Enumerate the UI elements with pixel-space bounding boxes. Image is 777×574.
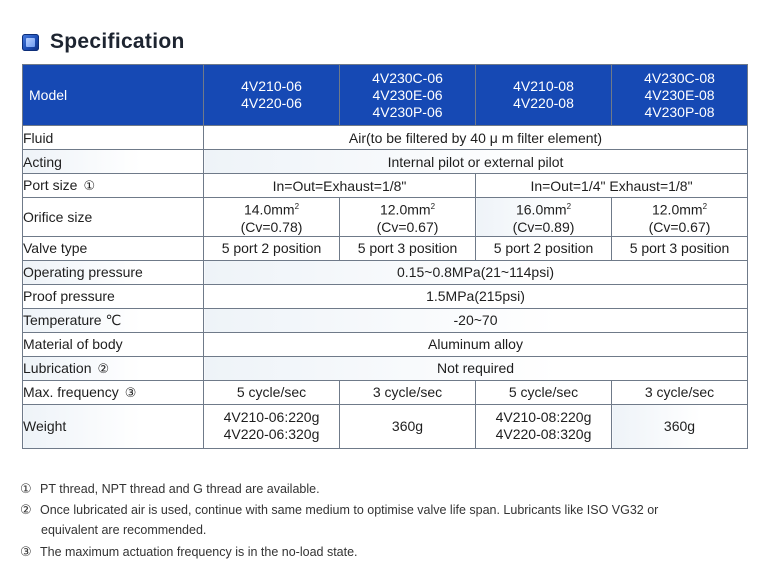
- section-header: [22, 30, 185, 54]
- weight-cell-4: 360g: [612, 404, 748, 448]
- footnote-3: ③ The maximum actuation frequency is in the no-load state.: [20, 544, 358, 559]
- row-value: 0.15~0.8MPa(21~114psi): [204, 260, 748, 284]
- weight-cell-3: 4V210-08:220g 4V220-08:320g: [476, 404, 612, 448]
- row-label: Operating pressure: [23, 260, 204, 284]
- row-value: 5 port 2 position: [476, 236, 612, 260]
- orifice-cell-2: $12.0mm^2$ (Cv=0.67): [340, 198, 476, 237]
- table-row-material: [23, 332, 748, 356]
- table-row-fluid: [23, 126, 748, 150]
- model-col-4: 4V230C-08 4V230E-08 4V230P-08: [612, 65, 748, 126]
- table-row-port-size: [23, 174, 748, 198]
- row-label: Valve type: [23, 236, 204, 260]
- table-row-proof-pressure: [23, 284, 748, 308]
- model-col-1: 4V210-06 4V220-06: [204, 65, 340, 126]
- model-header: Model: [23, 65, 204, 126]
- row-value: Not required: [204, 356, 748, 380]
- table-row-temperature: [23, 308, 748, 332]
- row-label: Orifice size: [23, 198, 204, 237]
- footnote-mark: ①: [83, 178, 96, 193]
- table-row-weight: [23, 404, 748, 448]
- row-value: 5 port 2 position: [204, 236, 340, 260]
- row-value: Aluminum alloy: [204, 332, 748, 356]
- footnotes: [20, 478, 658, 562]
- row-label: Proof pressure: [23, 284, 204, 308]
- table-row-acting: [23, 150, 748, 174]
- row-label: Material of body: [23, 332, 204, 356]
- row-label: Acting: [23, 150, 204, 174]
- square-bullet-icon: [22, 34, 39, 51]
- specification-table: [22, 64, 748, 449]
- footnote-mark: ③: [124, 384, 137, 400]
- row-value: 5 port 3 position: [340, 236, 476, 260]
- row-value: -20~70: [204, 308, 748, 332]
- weight-cell-1: 4V210-06:220g 4V220-06:320g: [204, 404, 340, 448]
- footnote-2-continued: equivalent are recommended.: [41, 523, 207, 537]
- model-col-3: 4V210-08 4V220-08: [476, 65, 612, 126]
- table-row-valve-type: [23, 236, 748, 260]
- row-label: Temperature ℃: [23, 308, 204, 332]
- row-value: 1.5MPa(215psi): [204, 284, 748, 308]
- footnote-2: ② Once lubricated air is used, continue with same medium to optimise valve life span. Lubricants like ISO VG32 or: [20, 502, 659, 517]
- row-value: 5 port 3 position: [612, 236, 748, 260]
- footnote-1: ① PT thread, NPT thread and G thread are available.: [20, 481, 320, 496]
- orifice-cell-1: $14.0mm^2$ (Cv=0.78): [204, 198, 340, 237]
- table-row-lubrication: [23, 356, 748, 380]
- row-value: Air(to be filtered by 40 μ m filter element): [204, 126, 748, 150]
- row-value: 5 cycle/sec: [476, 380, 612, 404]
- table-row-operating-pressure: [23, 260, 748, 284]
- orifice-cell-4: $12.0mm^2$ (Cv=0.67): [612, 198, 748, 237]
- footnote-mark: ②: [97, 360, 110, 376]
- table-row-orifice-size: [23, 198, 748, 237]
- row-value: 5 cycle/sec: [204, 380, 340, 404]
- model-col-2: 4V230C-06 4V230E-06 4V230P-06: [340, 65, 476, 126]
- orifice-cell-3: $16.0mm^2$ (Cv=0.89): [476, 198, 612, 237]
- row-value: 3 cycle/sec: [340, 380, 476, 404]
- row-label: Lubrication ②: [23, 356, 204, 380]
- row-value-left: In=Out=Exhaust=1/8": [204, 174, 476, 198]
- page-title: Specification: [50, 30, 185, 53]
- row-value: 3 cycle/sec: [612, 380, 748, 404]
- row-label: Weight: [23, 404, 204, 448]
- row-label: Fluid: [23, 126, 204, 150]
- row-label: Port size ①: [23, 174, 204, 198]
- table-row-max-frequency: [23, 380, 748, 404]
- table-header-row: [23, 65, 748, 126]
- weight-cell-2: 360g: [340, 404, 476, 448]
- row-value: Internal pilot or external pilot: [204, 150, 748, 174]
- row-value-right: In=Out=1/4" Exhaust=1/8": [476, 174, 748, 198]
- row-label: Max. frequency ③: [23, 380, 204, 404]
